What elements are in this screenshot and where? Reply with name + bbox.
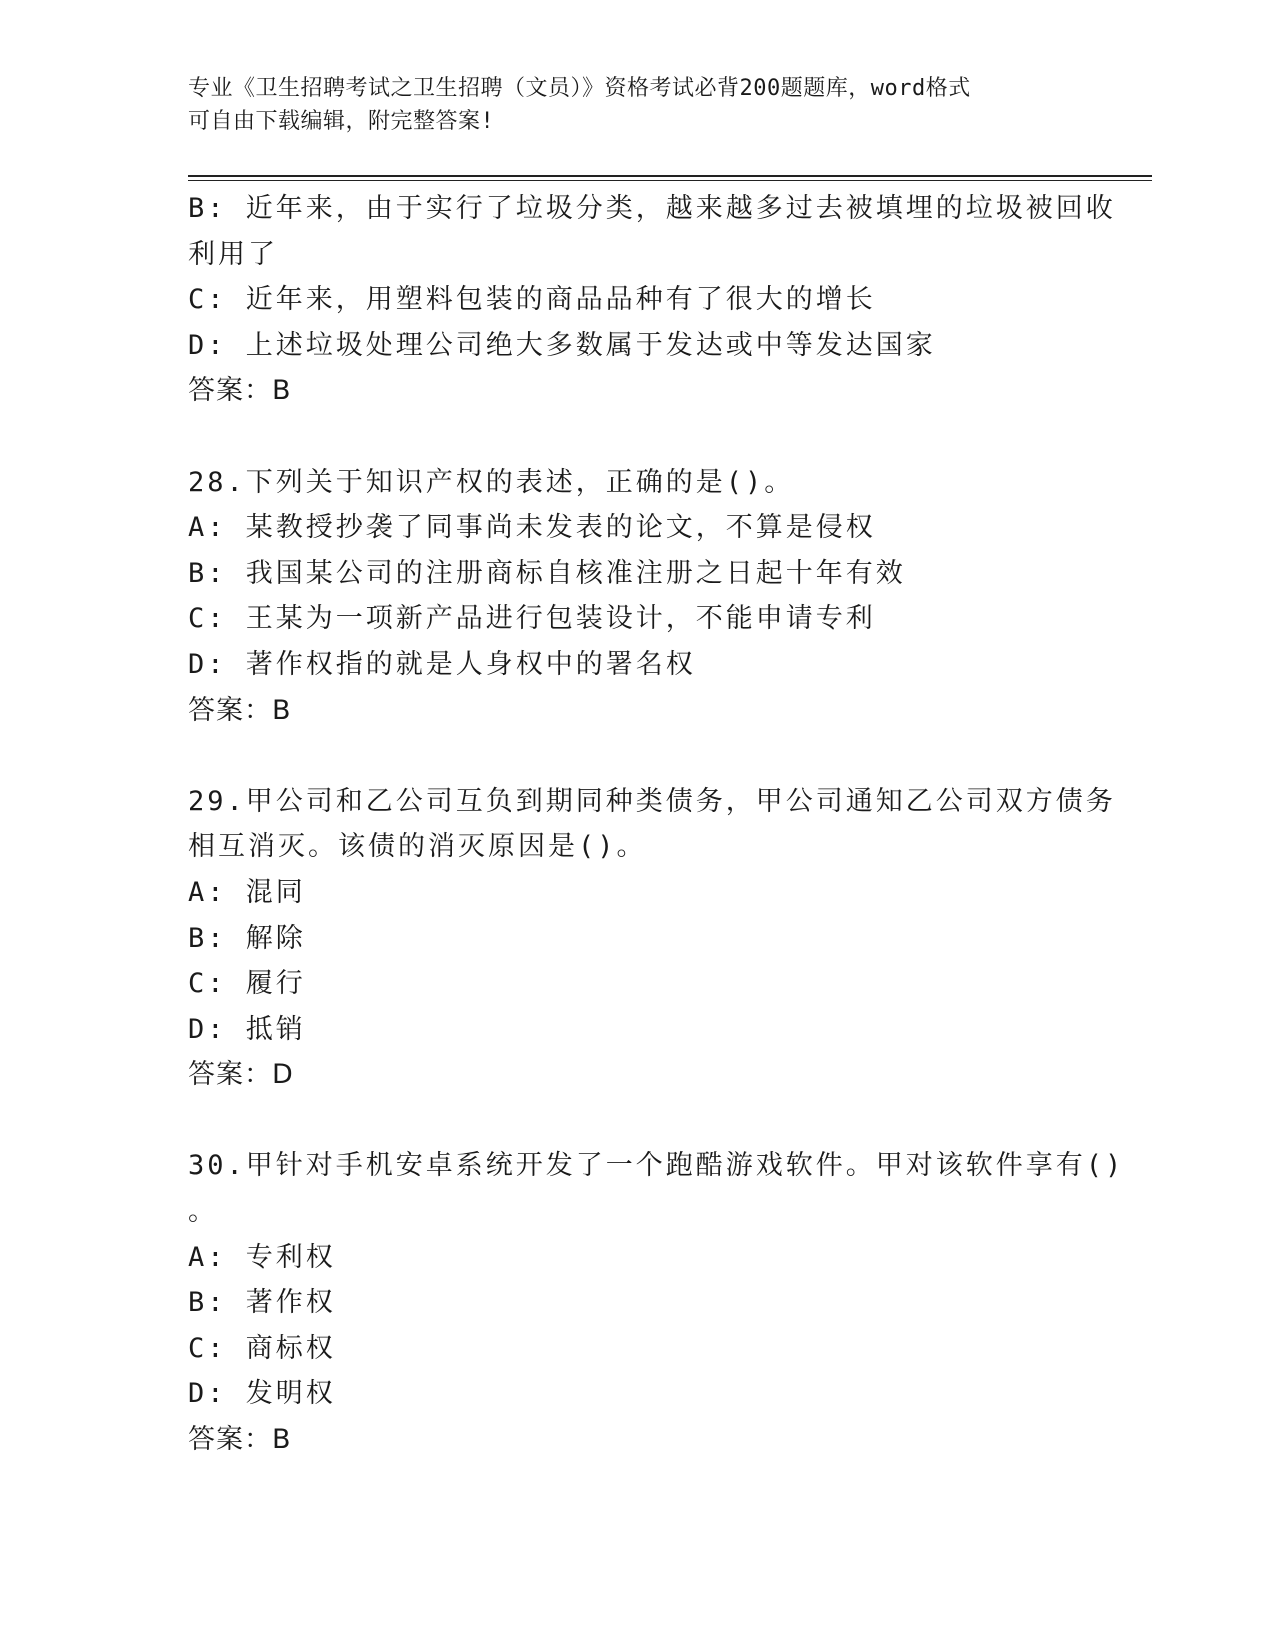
option-a: A: 某教授抄袭了同事尚未发表的论文，不算是侵权 [188,512,876,544]
question-30 [188,1143,1125,1462]
prev-question-block [188,186,1116,414]
question-list [188,186,1125,1463]
answer-line: 答案：B [188,694,292,726]
question-stem: 30.甲针对手机安卓系统开发了一个跑酷游戏软件。甲对该软件享有() [188,1150,1125,1182]
answer-line: 答案：D [188,1059,294,1091]
option-b-continued: 利用了 [188,238,278,270]
option-a: A: 专利权 [188,1241,336,1273]
option-d: D: 发明权 [188,1378,336,1410]
header-divider [188,175,1152,181]
option-c: C: 商标权 [188,1332,336,1364]
answer-line: 答案：B [188,1424,292,1456]
option-c: C: 履行 [188,968,306,1000]
option-d: D: 上述垃圾处理公司绝大多数属于发达或中等发达国家 [188,329,936,361]
option-c: C: 王某为一项新产品进行包装设计，不能申请专利 [188,603,876,635]
option-a: A: 混同 [188,876,306,908]
question-stem: 29.甲公司和乙公司互负到期同种类债务，甲公司通知乙公司双方债务 [188,785,1116,817]
option-b: B: 解除 [188,922,306,954]
question-stem-continued: 。 [188,1196,218,1228]
option-b: B: 我国某公司的注册商标自核准注册之日起十年有效 [188,557,906,589]
answer-line: 答案：B [188,375,292,407]
question-29 [188,779,1116,1098]
header-line-2: 可自由下载编辑，附完整答案! [188,109,495,134]
option-b: B: 近年来，由于实行了垃圾分类，越来越多过去被填埋的垃圾被回收 [188,193,1116,224]
question-stem-continued: 相互消灭。该债的消灭原因是()。 [188,831,647,863]
option-d: D: 著作权指的就是人身权中的署名权 [188,648,696,680]
option-c: C: 近年来，用塑料包装的商品品种有了很大的增长 [188,284,876,316]
option-d: D: 抵销 [188,1013,306,1045]
header-line-1: 专业《卫生招聘考试之卫生招聘（文员）》资格考试必背200题题库，word格式 [188,76,971,101]
question-stem: 28.下列关于知识产权的表述，正确的是()。 [188,466,795,498]
option-b: B: 著作权 [188,1287,336,1319]
question-28 [188,460,1088,734]
document-header [188,72,1088,138]
